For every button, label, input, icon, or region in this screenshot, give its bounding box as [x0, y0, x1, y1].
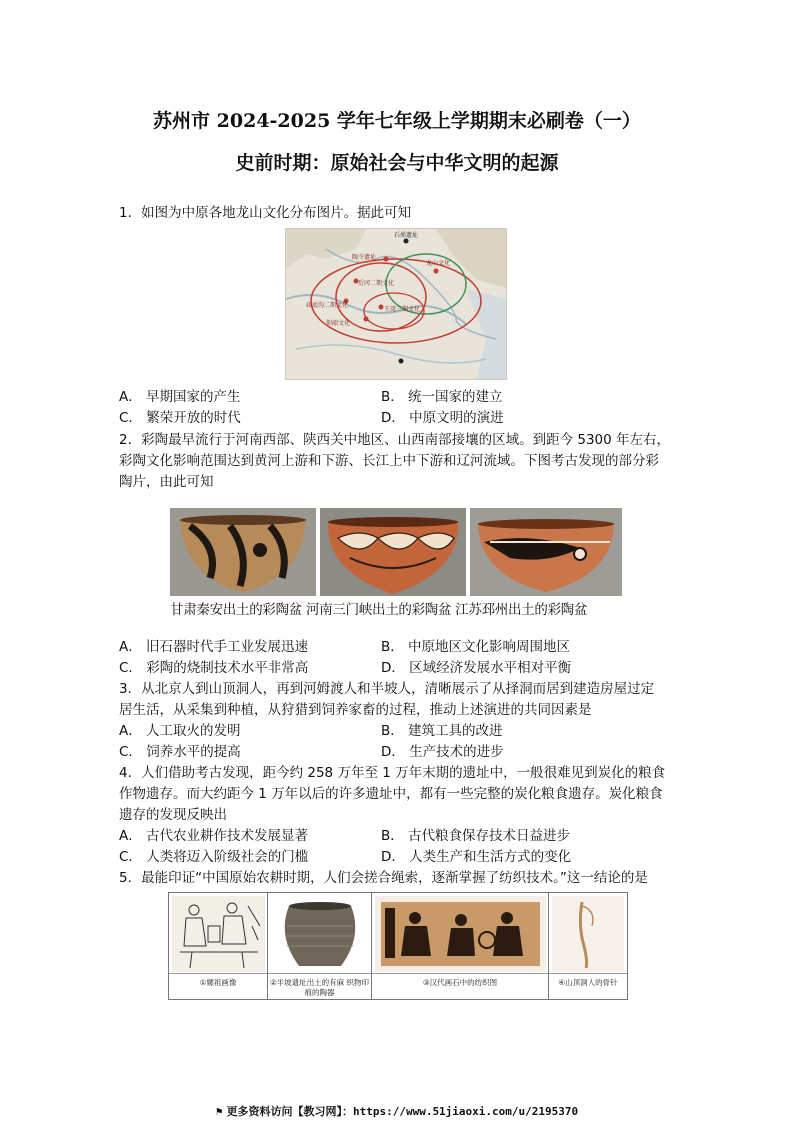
pottery-image-gansu: [170, 508, 316, 596]
page-title: 苏州市 2024-2025 学年七年级上学期期末必刷卷（一）: [153, 110, 641, 132]
q4-stem-line-1: 4．人们借助考古发现，距今约 258 万年至 1 万年末期的遗址中，一般很难见到炭化的粮食: [119, 765, 666, 781]
flag-icon: ⚑: [215, 1105, 223, 1118]
artifact-cell-2: [268, 893, 372, 999]
q1-option-d[interactable]: D． 中原文明的演进: [381, 410, 504, 426]
q3-option-a[interactable]: A． 人工取火的发明: [119, 723, 241, 739]
q1-stem: 1．如图为中原各地龙山文化分布图片。据此可知: [119, 205, 412, 221]
q3-stem-line-1: 3．从北京人到山顶洞人，再到河姆渡人和半坡人，清晰展示了从择洞而居到建造房屋过定: [119, 681, 655, 697]
svg-text:王湾三期文化: 王湾三期文化: [384, 306, 421, 313]
q1-option-c[interactable]: C． 繁荣开放的时代: [119, 410, 241, 426]
page-subtitle: 史前时期：原始社会与中华文明的起源: [235, 152, 559, 174]
artifact-cell-4: [549, 893, 627, 999]
q2-option-a[interactable]: A． 旧石器时代手工业发展迅速: [119, 639, 309, 655]
q4-option-c[interactable]: C． 人类将迈入阶级社会的门槛: [119, 849, 309, 865]
q1-option-a[interactable]: A． 早期国家的产生: [119, 389, 241, 405]
q3-option-b[interactable]: B． 建筑工具的改进: [381, 723, 503, 739]
q4-stem-line-3: 遗存的发现反映出: [119, 807, 227, 823]
svg-text:石峁遗址: 石峁遗址: [394, 232, 419, 239]
svg-text:龙山文化: 龙山文化: [426, 260, 451, 267]
leizu-portrait-image: [172, 896, 264, 972]
pottery-image-jiangsu: [470, 508, 622, 596]
q3-option-c[interactable]: C． 饲养水平的提高: [119, 744, 241, 760]
svg-text:仰韶文化: 仰韶文化: [326, 320, 351, 327]
q4-option-b[interactable]: B． 古代粮食保存技术日益进步: [381, 828, 571, 844]
pottery-image-henan: [320, 508, 466, 596]
q2-stem-line-1: 2．彩陶最早流行于河南西部、陕西关中地区、山西南部接壤的区域。到距今 5300 年左右，: [119, 432, 671, 448]
q5-artifact-strip: [168, 892, 628, 1000]
svg-text:庙底沟二期文化: 庙底沟二期文化: [306, 302, 349, 309]
svg-text:后冈二期文化: 后冈二期文化: [358, 280, 395, 287]
q4-option-a[interactable]: A． 古代农业耕作技术发展显著: [119, 828, 309, 844]
bone-needle-image: [552, 896, 624, 972]
q5-stem: 5．最能印证“中国原始农耕时期，人们会搓合绳索，逐渐掌握了纺织技术。”这一结论的是: [119, 870, 648, 886]
q2-option-c[interactable]: C． 彩陶的烧制技术水平非常高: [119, 660, 309, 676]
q2-stem-line-3: 陶片，由此可知: [119, 474, 214, 490]
artifact-caption-4: ④山顶洞人的骨针: [549, 973, 627, 999]
longshan-culture-map: [285, 228, 507, 380]
svg-text:陶寺遗址: 陶寺遗址: [352, 254, 377, 261]
footer-text: 更多资料访问【教习网】：https://www.51jiaoxi.com/u/2195370: [226, 1105, 579, 1118]
map-drawing: [286, 229, 507, 380]
q4-option-d[interactable]: D． 人类生产和生活方式的变化: [381, 849, 572, 865]
q1-option-b[interactable]: B． 统一国家的建立: [381, 389, 503, 405]
artifact-caption-2: ②半坡遗址出土的有麻 织物印痕的陶器: [268, 973, 371, 999]
q3-option-d[interactable]: D． 生产技术的进步: [381, 744, 504, 760]
q2-stem-line-2: 彩陶文化影响范围达到黄河上游和下游、长江上中下游和辽河流域。下图考古发现的部分彩: [119, 453, 659, 469]
pottery-caption: 甘肃秦安出土的彩陶盆 河南三门峡出土的彩陶盆 江苏邳州出土的彩陶盆: [170, 602, 588, 618]
banpo-pottery-image: [271, 896, 368, 972]
q2-option-d[interactable]: D． 区域经济发展水平相对平衡: [381, 660, 572, 676]
q4-stem-line-2: 作物遗存。而大约距今 1 万年以后的许多遗址中，都有一些完整的炭化粮食遗存。炭化粮食: [119, 786, 663, 802]
artifact-cell-3: [372, 893, 549, 999]
artifact-cell-1: [169, 893, 268, 999]
artifact-caption-1: ①嫘祖画像: [169, 973, 267, 999]
painted-pottery-figure: [170, 508, 622, 620]
artifact-caption-3: ③汉代画石中的纺织图: [372, 973, 548, 999]
footer-link[interactable]: [0, 1103, 794, 1119]
han-weaving-relief-image: [375, 896, 545, 972]
q2-option-b[interactable]: B． 中原地区文化影响周围地区: [381, 639, 571, 655]
q3-stem-line-2: 居生活，从采集到种植，从狩猎到饲养家畜的过程，推动上述演进的共同因素是: [119, 702, 592, 718]
